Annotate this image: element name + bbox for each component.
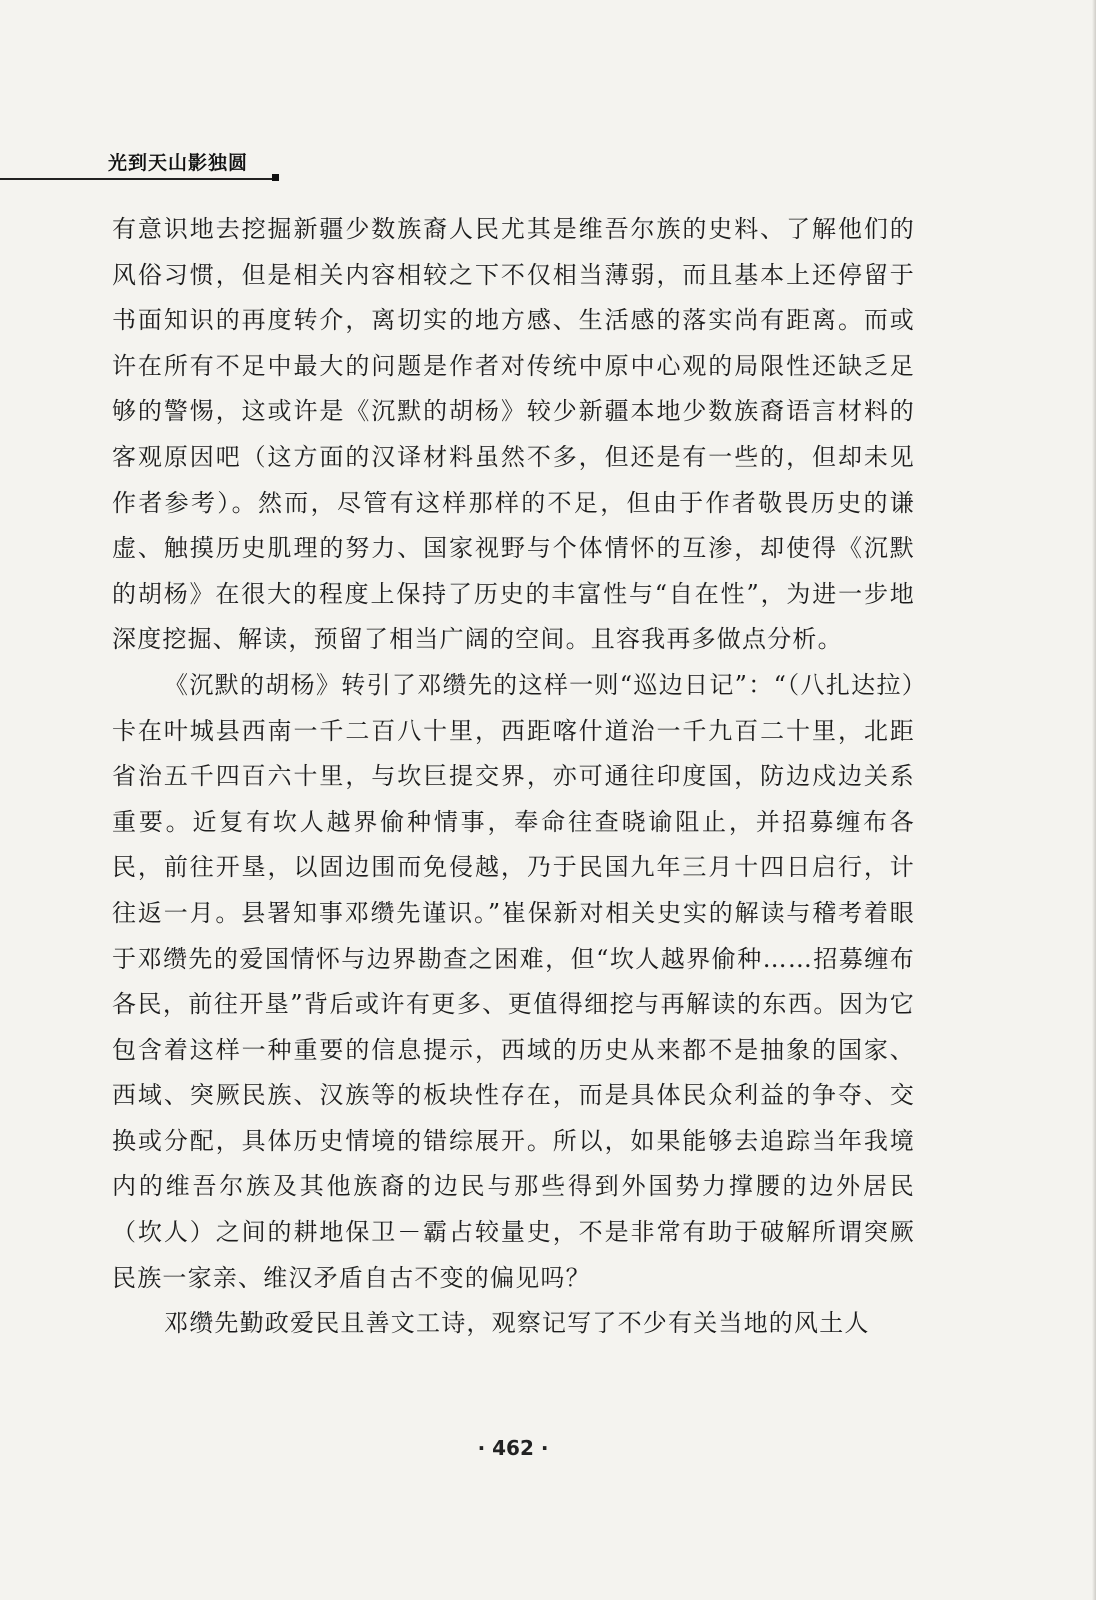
running-title: 光到天山影独圆 [108,152,249,174]
scan-edge-shadow [1092,0,1096,1600]
header-square-mark [272,174,279,181]
page-number: · 462 · [477,1436,549,1460]
running-header [0,148,290,184]
header-rule [0,178,272,180]
body-text [112,207,915,1347]
paragraph-diary-quote: 《沉默的胡杨》转引了邓缵先的这样一则“巡边日记”：“（八扎达拉）卡在叶城县西南一千二百八十里，西距喀什道治一千九百二十里，北距省治五千四百六十里，与坎巨提交界，亦可通往印度国，防边戍边关系重要。近复有坎人越界偷种情事，奉命往查晓谕阻止，并招募缠布各民，前往开垦，以固边围而免侵越，乃于民国九年三月十四日启行，计往返一月。县署知事邓缵先谨识。”崔保新对相关史实的解读与稽考着眼于邓缵先的爱国情怀与边界勘查之困难，但“坎人越界偷种……招募缠布各民，前往开垦”背后或许有更多、更值得细挖与再解读的东西。因为它包含着这样一种重要的信息提示，西域的历史从来都不是抽象的国家、西域、突厥民族、汉族等的板块性存在，而是具体民众利益的争夺、交换或分配，具体历史情境的错综展开。所以，如果能够去追踪当年我境内的维吾尔族及其他族裔的边民与那些得到外国势力撑腰的边外居民（坎人）之间的耕地保卫－霸占较量史，不是非常有助于破解所谓突厥民族一家亲、维汉矛盾自古不变的偏见吗？ [112,670,915,1292]
paragraph-final-partial: 邓缵先勤政爱民且善文工诗，观察记写了不少有关当地的风土人 [164,1309,870,1338]
paragraph-continued: 有意识地去挖掘新疆少数族裔人民尤其是维吾尔族的史料、了解他们的风俗习惯，但是相关内容相较之下不仅相当薄弱，而且基本上还停留于书面知识的再度转介，离切实的地方感、生活感的落实尚有距离。而或许在所有不足中最大的问题是作者对传统中原中心观的局限性还缺乏足够的警惕，这或许是《沉默的胡杨》较少新疆本地少数族裔语言材料的客观原因吧（这方面的汉译材料虽然不多，但还是有一些的，但却未见作者参考）。然而，尽管有这样那样的不足，但由于作者敬畏历史的谦虚、触摸历史肌理的努力、国家视野与个体情怀的互渗，却使得《沉默的胡杨》在很大的程度上保持了历史的丰富性与“自在性”，为进一步地深度挖掘、解读，预留了相当广阔的空间。且容我再多做点分析。 [112,215,915,654]
